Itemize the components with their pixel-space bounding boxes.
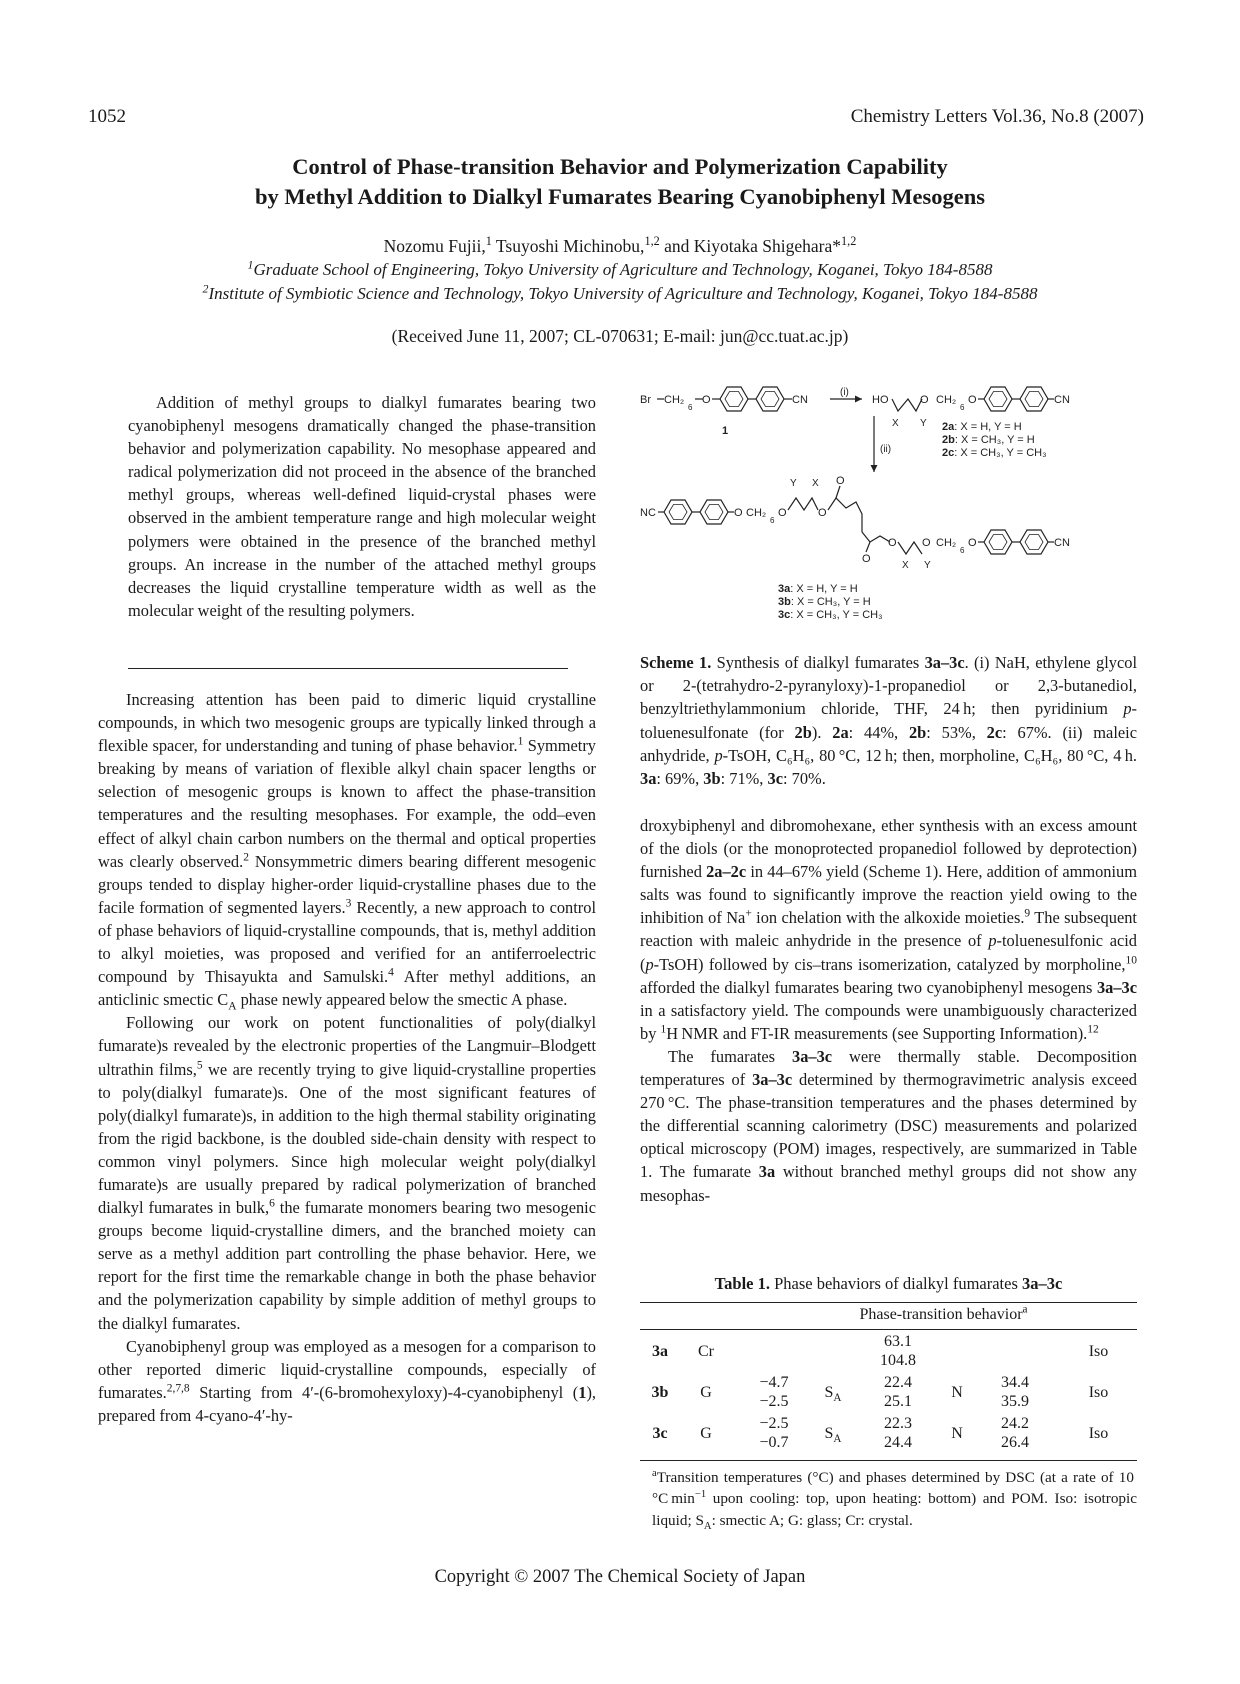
- svg-text:3c: X = CH₃, Y = CH₃: 3c: X = CH₃, Y = CH₃: [778, 609, 883, 621]
- svg-text:O: O: [862, 553, 871, 565]
- abstract: [128, 391, 596, 622]
- svg-text:CH₂: CH₂: [936, 537, 957, 549]
- paragraph: Increasing attention has been paid to dimeric liquid crystalline compounds, in which two mesogenic groups are typically linked through a flexible spacer, for understanding and tuning of phase behavior.$^1$ Symmetry breaking by means of variation of flexible alkyl chain spacer lengths or selection of mesogenic groups is known to affect the phase-transition temperatures and the resulting mesophases. For example, the odd–even effect of alkyl chain carbon numbers on the thermal and optical properties was clearly observed.$^2$ Nonsymmetric dimers bearing different mesogenic groups tended to display higher-order liquid-crystalline phases due to the facile formation of segmented layers.$^3$ Recently, a new approach to control of phase behaviors of liquid-crystalline compounds, that is, methyl addition to alkyl moieties, was proposed and verified for an antiferroelectric compound by Thisayukta and Samulski.$^4$ After methyl additions, an anticlinic smectic $C_A$ phase newly appeared below the smectic A phase.: [98, 690, 597, 1013]
- table-cell: 63.1: [884, 1333, 912, 1350]
- svg-text:3a: X = H, Y = H: 3a: X = H, Y = H: [778, 583, 858, 595]
- body-right-column: [640, 814, 1137, 1207]
- author-1-affil: 1: [485, 234, 492, 249]
- abstract-divider: [128, 668, 568, 669]
- svg-text:CH₂: CH₂: [664, 394, 685, 406]
- author-3-affil: 1,2: [841, 234, 857, 249]
- step-ii-arrow: [874, 416, 891, 472]
- svg-text:O: O: [836, 475, 845, 487]
- table-cell: −2.5: [759, 1415, 789, 1432]
- compound-3: [640, 475, 1070, 571]
- svg-text:6: 6: [960, 546, 965, 555]
- svg-text:1: 1: [722, 425, 729, 437]
- title-line-2: by Methyl Addition to Dialkyl Fumarates Bearing Cyanobiphenyl Mesogens: [254, 184, 986, 209]
- table-cell: $S_A$: [824, 1384, 842, 1405]
- body-left-column: [98, 688, 596, 1427]
- table-cell: $S_A$: [824, 1425, 842, 1446]
- author-2: Tsuyoshi Michinobu,: [491, 236, 645, 256]
- svg-text:CH₂: CH₂: [936, 394, 957, 406]
- svg-text:HO: HO: [872, 394, 889, 406]
- table-footnote: $^a$Transition temperatures (°C) and phases determined by DSC (at a rate of 10 °C $\min^{-1}$ upon cooling: top, upon heating: bottom) and POM. Iso: isotropic liquid; $S_A$: smectic A; G: glass; Cr: crystal.: [652, 1467, 1137, 1532]
- table-cell: 24.4: [884, 1434, 912, 1451]
- svg-text:CN: CN: [792, 394, 808, 406]
- svg-text:6: 6: [688, 403, 693, 412]
- svg-text:2b: X = CH₃, Y = H: 2b: X = CH₃, Y = H: [942, 434, 1035, 446]
- table-row-label: 3b: [651, 1384, 669, 1401]
- svg-text:O: O: [968, 394, 977, 406]
- table-cell: 24.2: [1001, 1415, 1029, 1432]
- svg-text:Y: Y: [790, 478, 797, 489]
- compound-3-labels: [778, 583, 883, 621]
- table-cell: 104.8: [880, 1352, 916, 1369]
- table-top-rule: [640, 1302, 1137, 1303]
- table-header-rule: [640, 1329, 1137, 1330]
- author-1: Nozomu Fujii,: [383, 236, 486, 256]
- svg-text:CH₂: CH₂: [746, 507, 767, 519]
- svg-text:O: O: [968, 537, 977, 549]
- table-cell: N: [951, 1425, 963, 1442]
- svg-text:Br: Br: [640, 394, 651, 406]
- step-i-arrow: [830, 387, 862, 399]
- table-cell: Iso: [1088, 1343, 1109, 1360]
- svg-text:2a: X = H, Y = H: 2a: X = H, Y = H: [942, 421, 1022, 433]
- affiliation-2: [0, 281, 1240, 304]
- affiliation-1: [0, 257, 1240, 280]
- table-cell: 34.4: [1001, 1374, 1029, 1391]
- paragraph: droxybiphenyl and dibromohexane, ether synthesis with an excess amount of the diols (or the monoprotected propanediol followed by deprotection) furnished 2a–2c in 44–67% yield (Scheme 1). Here, addition of ammonium salts was found to significantly improve the reaction yield owing to the inhibition of Na+ ion chelation with the alkoxide moieties.$^9$ The subsequent reaction with maleic anhydride in the presence of p-toluenesulfonic acid (p-TsOH) followed by cis–trans isomerization, catalyzed by morpholine,$^{10}$ afforded the dialkyl fumarates bearing two cyanobiphenyl mesogens 3a–3c in a satisfactory yield. The compounds were unambiguously characterized by $^1$H NMR and FT-IR measurements (see Supporting Information).$^{12}$: [640, 816, 1137, 1043]
- table-cell: G: [700, 1425, 712, 1442]
- scheme-caption: Scheme 1. Synthesis of dialkyl fumarates 3a–3c. (i) NaH, ethylene glycol or 2-(tetrahydro-2-pyranyloxy)-1-propanediol or 2,3-butanediol, benzyltriethylammonium chloride, THF, 24 h; then pyridinium p-toluenesulfonate (for 2b). 2a: 44%, 2b: 53%, 2c: 67%. (ii) maleic anhydride, p-TsOH, C₆H₆, 80 °C, 12 h; then, morpholine, C₆H₆, 80 °C, 4 h. 3a: 69%, 3b: 71%, 3c: 70%.: [640, 653, 1137, 789]
- author-3: and Kiyotaka Shigehara*: [659, 236, 842, 256]
- svg-text:Y: Y: [920, 418, 927, 429]
- svg-text:O: O: [888, 537, 897, 549]
- table-cell: Iso: [1088, 1384, 1109, 1401]
- svg-text:X: X: [812, 478, 819, 489]
- affiliation-2-mark: 2: [202, 281, 209, 296]
- svg-text:X: X: [892, 418, 899, 429]
- author-2-affil: 1,2: [644, 234, 660, 249]
- title-line-1: Control of Phase-transition Behavior and Polymerization Capability: [292, 154, 948, 179]
- svg-text:O: O: [818, 507, 827, 519]
- svg-text:O: O: [702, 394, 711, 406]
- table-cell: N: [951, 1384, 963, 1401]
- table-cell: Iso: [1088, 1425, 1109, 1442]
- svg-text:2c: X = CH₃, Y = CH₃: 2c: X = CH₃, Y = CH₃: [942, 447, 1047, 459]
- table-bottom-rule: [640, 1460, 1137, 1461]
- svg-text:X: X: [902, 560, 909, 571]
- table-cell: −0.7: [759, 1434, 789, 1451]
- table-cell: Cr: [698, 1343, 714, 1360]
- scheme-1-reaction-diagram: [640, 386, 1140, 636]
- svg-text:Y: Y: [924, 560, 931, 571]
- affiliation-1-mark: 1: [247, 257, 254, 272]
- svg-text:CN: CN: [1054, 394, 1070, 406]
- compound-1: [640, 387, 808, 437]
- svg-text:O: O: [922, 537, 931, 549]
- affiliation-1-text: Graduate School of Engineering, Tokyo University of Agriculture and Technology, Koganei, Tokyo 184-8588: [253, 260, 993, 279]
- paragraph: Following our work on potent functionalities of poly(dialkyl fumarate)s revealed by the electronic properties of the Langmuir–Blodgett ultrathin films,$^5$ we are recently trying to give liquid-crystalline properties to poly(dialkyl fumarate)s. One of the most significant features of poly(dialkyl fumarate)s, in addition to the high thermal stability originating from the rigid backbone, is the doubled side-chain density with respect to common vinyl polymers. Since high molecular weight poly(dialkyl fumarate)s are usually prepared by radical polymerization of branched dialkyl fumarates in bulk,$^6$ the fumarate monomers bearing two mesogenic groups become liquid-crystalline dimers, and the branched moiety can serve as a methyl addition part controlling the phase behavior. Here, we report for the first time the remarkable change in both the phase behavior and the polymerization capability by simple addition of methyl groups to the dialkyl fumarates.: [98, 1013, 596, 1333]
- table-caption: Table 1. Phase behaviors of dialkyl fumarates 3a–3c: [714, 1274, 1063, 1293]
- svg-text:O: O: [778, 507, 787, 519]
- svg-text:(ii): (ii): [880, 444, 892, 455]
- paragraph: Cyanobiphenyl group was employed as a mesogen for a comparison to other reported dimeric liquid-crystalline compounds, especially of fumarates.$^{2,7,8}$ Starting from 4′-(6-bromohexyloxy)-4-cyanobiphenyl (1), prepared from 4-cyano-4′-hy-: [98, 1336, 596, 1425]
- page-number: 1052: [88, 106, 126, 127]
- article-title: [0, 152, 1240, 212]
- svg-text:CN: CN: [1054, 537, 1070, 549]
- table-cell: −2.5: [759, 1393, 789, 1410]
- table-cell: G: [700, 1384, 712, 1401]
- svg-text:3b: X = CH₃, Y = H: 3b: X = CH₃, Y = H: [778, 596, 871, 608]
- received-line: (Received June 11, 2007; CL-070631; E-mail: jun@cc.tuat.ac.jp): [391, 326, 849, 346]
- table-cell: −4.7: [759, 1374, 789, 1391]
- svg-text:(i): (i): [840, 387, 849, 398]
- table-cell: 35.9: [1001, 1393, 1029, 1410]
- table-row-label: 3a: [652, 1343, 668, 1360]
- paragraph: The fumarates 3a–3c were thermally stable. Decomposition temperatures of 3a–3c determined by thermogravimetric analysis exceed 270 °C. The phase-transition temperatures and the phases determined by the differential scanning calorimetry (DSC) measurements and polarized optical microscopy (POM) images, respectively, are summarized in Table 1. The fumarate 3a without branched methyl groups did not show any mesophas-: [640, 1046, 1137, 1205]
- copyright-footer: Copyright © 2007 The Chemical Society of Japan: [434, 1567, 806, 1587]
- journal-reference: Chemistry Letters Vol.36, No.8 (2007): [850, 106, 1144, 127]
- table-cell: 22.3: [884, 1415, 912, 1432]
- svg-text:6: 6: [770, 516, 775, 525]
- table-header: Phase-transition behavior$^a$: [859, 1303, 1028, 1323]
- table-row-label: 3c: [652, 1425, 668, 1442]
- abstract-text: Addition of methyl groups to dialkyl fumarates bearing two cyanobiphenyl mesogens dramatically changed the phase-transition behavior and polymerization capability. No mesophase appeared and radical polymerization did not proceed in the absence of the branched methyl groups, whereas well-defined liquid-crystal phases were observed in the ambient temperature range and high molecular weight polymers were obtained in the presence of the branched methyl groups. An increase in the number of the attached methyl groups decreases the liquid crystalline temperature width as well as the molecular weight of the resulting polymers.: [128, 393, 596, 620]
- svg-text:O: O: [734, 507, 743, 519]
- affiliation-2-text: Institute of Symbiotic Science and Technology, Tokyo University of Agriculture and Technology, Koganei, Tokyo 184-8588: [208, 284, 1038, 303]
- author-list: [0, 236, 1240, 257]
- table-cell: 22.4: [884, 1374, 912, 1391]
- svg-text:O: O: [920, 394, 929, 406]
- phase-behavior-table: [640, 1302, 1137, 1460]
- svg-text:NC: NC: [640, 507, 656, 519]
- table-cell: 26.4: [1001, 1434, 1029, 1451]
- compound-2-labels: [942, 421, 1047, 459]
- svg-text:6: 6: [960, 403, 965, 412]
- table-cell: 25.1: [884, 1393, 912, 1410]
